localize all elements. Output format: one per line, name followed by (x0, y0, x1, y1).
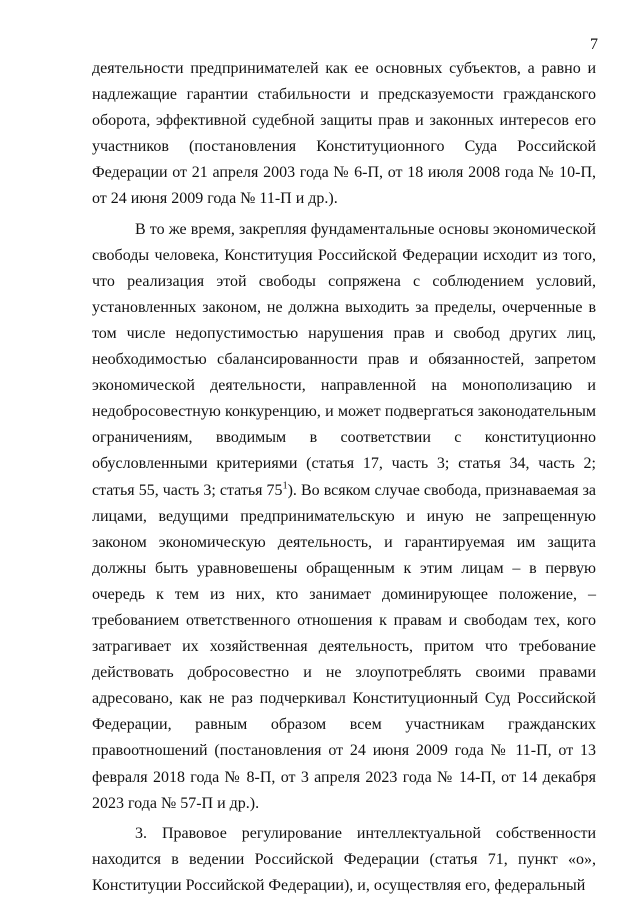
paragraph-3: 3. Правовое регулирование интеллектуальной собственности находится в ведении Российской Федерации (статья 71, пункт «о», Конституции Российской Федерации), и, осуществляя его, федеральный (92, 824, 596, 894)
paragraph-2-text-after: ). Во всяком случае свобода, признаваемая за лицами, ведущими предпринимательскую и иную не запрещенную законом экономическую деятельность, и гарантируемая им защита должны быть уравновешены обращенным к этим лицам – в первую очередь к тем из них, кто занимает доминирующее положение, – требованием ответственного отношения к правам и свободам тех, кого затрагивает их хозяйственная деятельность, притом что требование действовать добросовестно и не злоупотреблять своими правами адресовано, как не раз подчеркивал Конституционный Суд Российской Федерации, равным образом всем участникам гражданских правоотношений (постановления от 24 июня 2009 года № 11-П, от 13 февраля 2018 года № 8-П, от 3 апреля 2023 года № 14-П, от 14 декабря 2023 года № 57-П и др.). (92, 481, 597, 812)
footnote-superscript: 1 (282, 480, 288, 492)
document-body (92, 56, 596, 899)
paragraph-2-text-before: В то же время, закрепляя фундаментальные основы экономической свободы человека, Конституция Российской Федерации исходит из того, что реализация этой свободы сопряжена с соблюдением условий, установленных законом, не должна выходить за пределы, очерченные в том числе недопустимостью нарушения прав и свобод других лиц, необходимостью сбалансированности прав и обязанностей, запретом экономической деятельности, направленной на монополизацию и недобросовестную конкуренцию, и может подвергаться законодательным ограничениям, вводимым в соответствии с конституционно обусловленными критериями (статья 17, часть 3; статья 34, часть 2; статья 55, часть 3; статья 75 (92, 220, 596, 499)
paragraph-1: деятельности предпринимателей как ее основных субъектов, а равно и надлежащие гарантии стабильности и предсказуемости гражданского оборота, эффективной судебной защиты прав и законных интересов его участников (постановления Конституционного Суда Российской Федерации от 21 апреля 2003 года № 6-П, от 18 июля 2008 года № 10-П, от 24 июня 2009 года № 11-П и др.). (92, 60, 596, 208)
page-number: 7 (590, 36, 598, 53)
paragraph-2 (92, 217, 596, 817)
